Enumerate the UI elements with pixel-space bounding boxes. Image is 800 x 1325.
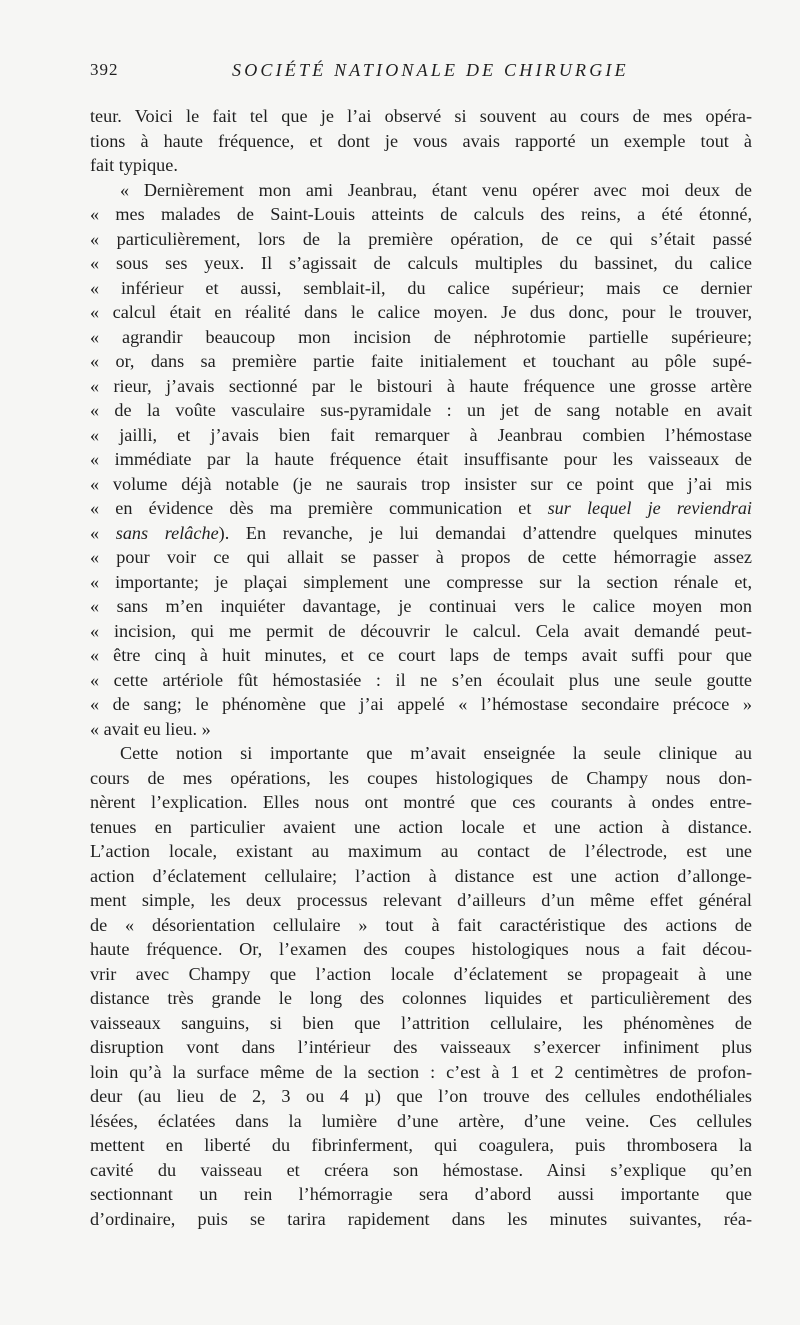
text-line: « importante; je plaçai simplement une compresse sur la section rénale et, bbox=[90, 571, 752, 592]
text-line: deur (au lieu de 2, 3 ou 4 µ) que l’on trouve des cellules endothéliales bbox=[90, 1086, 752, 1106]
text-line: distance très grande le long des colonnes liquides et particulièrement des bbox=[90, 988, 752, 1008]
journal-title: SOCIÉTÉ NATIONALE DE CHIRURGIE bbox=[232, 60, 629, 80]
text-line: action d’éclatement cellulaire; l’action à distance est une action d’allonge- bbox=[90, 865, 752, 886]
text-line: tions à haute fréquence, et dont je vous avais rapporté un exemple tout à bbox=[90, 130, 752, 151]
text-line bbox=[90, 496, 752, 521]
text-line: cavité du vaisseau et créera son hémostase. Ainsi s’explique qu’en bbox=[90, 1159, 752, 1180]
text-line: teur. Voici le fait tel que je l’ai observé si souvent au cours de mes opéra- bbox=[90, 106, 752, 126]
text-line: ment simple, les deux processus relevant d’ailleurs d’un même effet général bbox=[90, 890, 752, 910]
text-line: vaisseaux sanguins, si bien que l’attrition cellulaire, les phénomènes de bbox=[90, 1012, 752, 1033]
text-line: mettent en liberté du fibrinferment, qui coagulera, puis thrombosera la bbox=[90, 1135, 752, 1155]
text-line: sectionnant un rein l’hémorragie sera d’abord aussi importante que bbox=[90, 1184, 752, 1204]
text-line: « sous ses yeux. Il s’agissait de calculs multiples du bassinet, du calice bbox=[90, 253, 752, 273]
text-segment: ). En revanche, je lui demandai d’attendre quelques minutes bbox=[218, 522, 752, 543]
text-line: « incision, qui me permit de découvrir le calcul. Cela avait demandé peut- bbox=[90, 620, 752, 641]
text-line: « agrandir beaucoup mon incision de néphrotomie partielle supérieure; bbox=[90, 326, 752, 347]
text-line: « cette artériole fût hémostasiée : il ne s’en écoulait plus une seule goutte bbox=[90, 669, 752, 690]
text-line: d’ordinaire, puis se tarira rapidement dans les minutes suivantes, réa- bbox=[90, 1208, 752, 1229]
text-line: disruption vont dans l’intérieur des vaisseaux s’exercer infiniment plus bbox=[90, 1037, 752, 1057]
text-line: haute fréquence. Or, l’examen des coupes histologiques nous a fait décou- bbox=[90, 939, 752, 959]
text-line: vrir avec Champy que l’action locale d’éclatement se propageait à une bbox=[90, 963, 752, 984]
text-segment: « bbox=[90, 522, 116, 543]
text-line: nèrent l’explication. Elles nous ont montré que ces courants à ondes entre- bbox=[90, 792, 752, 812]
text-line: de « désorientation cellulaire » tout à fait caractéristique des actions de bbox=[90, 914, 752, 935]
text-line: « or, dans sa première partie faite initialement et touchant au pôle supé- bbox=[90, 351, 752, 371]
text-line: « pour voir ce qui allait se passer à propos de cette hémorragie assez bbox=[90, 547, 752, 567]
body-text bbox=[90, 104, 752, 1231]
text-line: « mes malades de Saint-Louis atteints de calculs des reins, a été étonné, bbox=[90, 204, 752, 224]
text-line: « de sang; le phénomène que j’ai appelé « l’hémostase secondaire précoce » bbox=[90, 694, 752, 714]
text-line: « de la voûte vasculaire sus-pyramidale : un jet de sang notable en avait bbox=[90, 400, 752, 420]
text-line: L’action locale, existant au maximum au contact de l’électrode, est une bbox=[90, 841, 752, 861]
text-line: cours de mes opérations, les coupes histologiques de Champy nous don- bbox=[90, 767, 752, 788]
text-line: « être cinq à huit minutes, et ce court laps de temps avait suffi pour que bbox=[90, 645, 752, 665]
text-line: « jailli, et j’avais bien fait remarquer à Jeanbrau combien l’hémostase bbox=[90, 424, 752, 445]
text-line: « inférieur et aussi, semblait-il, du calice supérieur; mais ce dernier bbox=[90, 277, 752, 298]
text-line: Cette notion si importante que m’avait enseignée la seule clinique au bbox=[120, 743, 752, 763]
text-line: fait typique. bbox=[90, 155, 178, 175]
italic-segment: sur lequel je reviendrai bbox=[547, 498, 752, 518]
text-segment: « en évidence dès ma première communication et bbox=[90, 498, 548, 518]
page-number: 392 bbox=[90, 60, 119, 79]
italic-segment: sans relâche bbox=[115, 522, 219, 543]
text-line: lésées, éclatées dans la lumière d’une artère, d’une veine. Ces cellules bbox=[90, 1110, 752, 1131]
text-line: « Dernièrement mon ami Jeanbrau, étant venu opérer avec moi deux de bbox=[120, 179, 752, 200]
text-line: loin qu’à la surface même de la section : c’est à 1 et 2 centimètres de profon- bbox=[90, 1061, 752, 1082]
text-line: « volume déjà notable (je ne saurais trop insister sur ce point que j’ai mis bbox=[90, 473, 752, 494]
text-line bbox=[90, 521, 752, 546]
text-line: « calcul était en réalité dans le calice moyen. Je dus donc, pour le trouver, bbox=[90, 302, 752, 322]
text-line: tenues en particulier avaient une action locale et une action à distance. bbox=[90, 816, 752, 837]
page-header bbox=[90, 60, 752, 86]
text-line: « sans m’en inquiéter davantage, je continuai vers le calice moyen mon bbox=[90, 596, 752, 616]
text-line: « immédiate par la haute fréquence était insuffisante pour les vaisseaux de bbox=[90, 449, 752, 469]
text-line: « avait eu lieu. » bbox=[90, 718, 211, 739]
text-line: « rieur, j’avais sectionné par le bistouri à haute fréquence une grosse artère bbox=[90, 375, 752, 396]
text-line: « particulièrement, lors de la première opération, de ce qui s’était passé bbox=[90, 228, 752, 249]
